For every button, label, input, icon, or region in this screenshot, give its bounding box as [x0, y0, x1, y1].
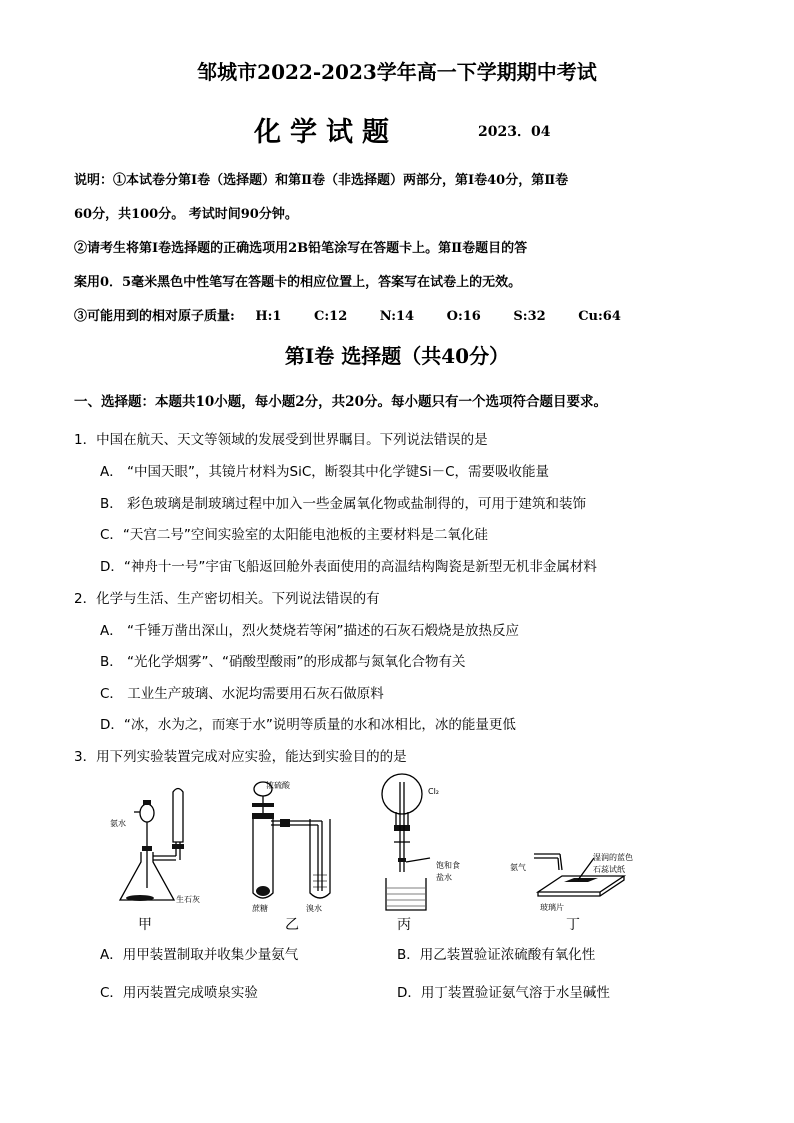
atomic-mass-prefix: ③可能用到的相对原子质量: — [74, 309, 235, 324]
note-line-5 — [74, 305, 621, 324]
atomic-mass: O:16 — [446, 309, 481, 324]
question-3-stem: 3．用下列实验装置完成对应实验，能达到实验目的的是 — [74, 749, 407, 765]
question-2-option-c[interactable]: C． 工业生产玻璃、水泥均需要用石灰石做原料 — [100, 686, 384, 702]
exam-date: 2023．04 — [478, 124, 551, 140]
question-3-option-d[interactable]: D．用丁装置验证氨气溶于水呈碱性 — [397, 985, 610, 1001]
atomic-mass: Cu:64 — [578, 309, 621, 324]
label-ammonia-water: 氨水 — [110, 819, 126, 828]
apparatus-jia-diagram — [110, 780, 210, 910]
label-litmus-paper-1: 湿润的蓝色 — [593, 853, 633, 862]
label-sucrose: 蔗糖 — [252, 904, 268, 913]
subject-title: 化学试题 — [254, 117, 398, 148]
question-2-option-a[interactable]: A． “千锤万凿出深山，烈火焚烧若等闲”描述的石灰石煅烧是放热反应 — [100, 623, 520, 639]
question-2-option-d[interactable]: D．“冰，水为之，而寒于水”说明等质量的水和冰相比，冰的能量更低 — [100, 717, 516, 733]
note-line-2: 60分，共100分。 考试时间90分钟。 — [74, 207, 298, 222]
question-3-option-b[interactable]: B．用乙装置验证浓硫酸有氧化性 — [397, 947, 596, 963]
question-2-stem: 2．化学与生活、生产密切相关。下列说法错误的有 — [74, 591, 380, 607]
question-3-option-a[interactable]: A．用甲装置制取并收集少量氨气 — [100, 947, 299, 963]
question-1-option-d[interactable]: D．“神舟十一号”宇宙飞船返回舱外表面使用的高温结构陶瓷是新型无机非金属材料 — [100, 559, 597, 575]
label-litmus-paper-2: 石蕊试纸 — [593, 865, 625, 874]
caption-jia: 甲 — [138, 917, 152, 933]
label-glass-slide: 玻璃片 — [540, 903, 564, 912]
label-bromine-water: 溴水 — [306, 904, 322, 913]
section-title: 第Ⅰ卷 选择题（共40分） — [284, 344, 510, 368]
question-1-option-a[interactable]: A． “中国天眼”，其镜片材料为SiC，断裂其中化学键Si－C，需要吸收能量 — [100, 464, 550, 480]
exam-title: 邹城市2022-2023学年高一下学期期中考试 — [197, 60, 597, 84]
question-2-option-b[interactable]: B． “光化学烟雾”、“硝酸型酸雨”的形成都与氮氧化合物有关 — [100, 654, 466, 670]
apparatus-ding-diagram — [508, 840, 648, 910]
label-ammonia-gas: 氨气 — [510, 863, 526, 872]
note-line-1: 说明：①本试卷分第Ⅰ卷（选择题）和第Ⅱ卷（非选择题）两部分，第Ⅰ卷40分，第Ⅱ卷 — [74, 173, 569, 188]
atomic-mass: C:12 — [314, 309, 348, 324]
caption-ding: 丁 — [566, 917, 580, 933]
caption-bing: 丙 — [397, 917, 411, 933]
atomic-mass: S:32 — [513, 309, 546, 324]
label-cl2: Cl₂ — [428, 787, 440, 796]
question-1-option-b[interactable]: B． 彩色玻璃是制玻璃过程中加入一些金属氧化物或盐制得的，可用于建筑和装饰 — [100, 496, 587, 512]
atomic-mass: H:1 — [255, 309, 282, 324]
label-quicklime: 生石灰 — [176, 895, 200, 904]
label-conc-sulfuric-acid: 浓硫酸 — [266, 781, 290, 790]
question-1-option-c[interactable]: C．“天宫二号”空间实验室的太阳能电池板的主要材料是二氧化硅 — [100, 527, 488, 543]
label-saturated-brine-1: 饱和食 — [436, 861, 460, 870]
section-intro: 一、选择题：本题共10小题，每小题2分，共20分。每小题只有一个选项符合题目要求。 — [74, 394, 607, 410]
question-3-option-c[interactable]: C．用丙装置完成喷泉实验 — [100, 985, 258, 1001]
note-line-3: ②请考生将第Ⅰ卷选择题的正确选项用2B铅笔涂写在答题卡上。第Ⅱ卷题目的答 — [74, 241, 528, 256]
caption-yi: 乙 — [285, 917, 299, 933]
label-saturated-brine-2: 盐水 — [436, 873, 452, 882]
apparatus-yi-diagram — [236, 775, 346, 910]
apparatus-bing-diagram — [378, 772, 458, 912]
note-line-4: 案用0．5毫米黑色中性笔写在答题卡的相应位置上，答案写在试卷上的无效。 — [74, 275, 522, 290]
question-1-stem: 1．中国在航天、天文等领域的发展受到世界瞩目。下列说法错误的是 — [74, 432, 488, 448]
atomic-mass: N:14 — [379, 309, 415, 324]
